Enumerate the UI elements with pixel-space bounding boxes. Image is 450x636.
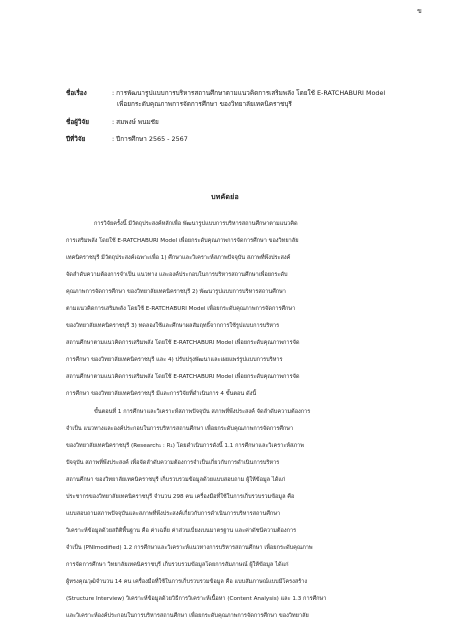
title-row: [66, 88, 422, 110]
page-number: ข: [417, 7, 422, 15]
body-line: จัดลำดับความต้องการจำเป็น แนวทาง และองค์ประกอบในการบริหารสถานศึกษาเพื่อยกระดับ: [66, 272, 288, 279]
body-line: การศึกษา ของวิทยาลัยเทคนิคราชบุรี และ 4) ปรับปรุงพัฒนาและเผยแพร่รูปแบบการบริหาร: [66, 357, 283, 364]
body-line: ปัจจุบัน สภาพที่พึงประสงค์ เพื่อจัดลำดับความต้องการจำเป็นเกี่ยวกับการดำเนินการบริหาร: [66, 459, 280, 466]
author-value: : สมพงษ์ พนมชัย: [112, 118, 159, 126]
body-line: สถานศึกษาตามแนวคิดการเสริมพลัง โดยใช้ E-RATCHABURI Model เพื่อยกระดับคุณภาพการจัด: [66, 374, 300, 381]
author-row: [66, 117, 422, 128]
body-line: การวิจัยครั้งนี้ มีวัตถุประสงค์หลักเพื่อ พัฒนารูปแบบการบริหารสถานศึกษาตามแนวคิด: [94, 221, 298, 227]
body-line: การศึกษา ของวิทยาลัยเทคนิคราชบุรี มีและการวิจัยที่ดำเนินการ 4 ขั้นตอน ดังนี้: [66, 391, 257, 398]
body-line: วิเคราะห์ข้อมูลด้วยสถิติพื้นฐาน คือ ค่าเฉลี่ย ค่าส่วนเบี่ยงเบนมาตรฐาน และค่าดัชนีความต้องการ: [66, 527, 297, 534]
body-line: ประชากรของวิทยาลัยเทคนิคราชบุรี จำนวน 298 คน เครื่องมือที่ใช้ในการเก็บรวบรวมข้อมูล คือ: [66, 493, 295, 500]
body-line: เทคนิคราชบุรี มีวัตถุประสงค์เฉพาะเพื่อ 1) ศึกษาและวิเคราะห์สภาพปัจจุบัน สภาพที่พึงประสงค์: [66, 255, 291, 262]
title-line-1: : การพัฒนารูปแบบการบริหารสถานศึกษาตามแนวคิดการเสริมพลัง โดยใช้ E-RATCHABURI Model: [112, 89, 386, 97]
body-line: (Structure Interview) วิเคราะห์ข้อมูลด้วยวิธีการวิเคราะห์เนื้อหา (Content Analysis) และ 1.3 การศึกษา: [66, 596, 327, 603]
body-line: และวิเคราะห์องค์ประกอบในการบริหารสถานศึกษา เพื่อยกระดับคุณภาพการจัดการศึกษา ของวิทยาลัย: [66, 613, 309, 620]
body-line: การจัดการศึกษา วิทยาลัยเทคนิคราชบุรี เก็บรวบรวมข้อมูลโดยการสัมภาษณ์ ผู้ให้ข้อมูล ได้แก่: [66, 561, 289, 568]
abstract-heading: บทคัดย่อ: [211, 193, 239, 201]
body-line: ผู้ทรงคุณวุฒิจำนวน 14 คน เครื่องมือที่ใช้ในการเก็บรวบรวมข้อมูล คือ แบบสัมภาษณ์แบบมีโครงสร้าง: [66, 578, 308, 585]
body-line: ของวิทยาลัยเทคนิคราชบุรี 3) ทดลองใช้และศึกษาผลสัมฤทธิ์จากการใช้รูปแบบการบริหาร: [66, 323, 280, 330]
body-line: แบบสอบถามสภาพปัจจุบันและสภาพที่พึงประสงค์เกี่ยวกับการดำเนินการบริหารสถานศึกษา: [66, 510, 281, 517]
body-line: คุณภาพการจัดการศึกษา ของวิทยาลัยเทคนิคราชบุรี 2) พัฒนารูปแบบการบริหารสถานศึกษา: [66, 289, 286, 296]
body-line: ของวิทยาลัยเทคนิคราชบุรี (Research₁ : R₁) โดยดำเนินการดังนี้ 1.1 การศึกษาและวิเคราะห์สภาพ: [66, 442, 304, 449]
body-line: ขั้นตอนที่ 1 การศึกษาและวิเคราะห์สภาพปัจจุบัน สภาพที่พึงประสงค์ จัดลำดับความต้องการ: [94, 408, 311, 415]
year-label: ปีที่วิจัย: [66, 135, 86, 143]
body-line: จำเป็น (PNImodified) 1.2 การศึกษาและวิเคราะห์แนวทางการบริหารสถานศึกษา เพื่อยกระดับคุณภาพ: [66, 544, 313, 551]
abstract-body: [66, 216, 424, 625]
title-label: ชื่อเรื่อง: [66, 89, 87, 97]
body-line: สถานศึกษา ของวิทยาลัยเทคนิคราชบุรี เก็บรวบรวมข้อมูลด้วยแบบสอบถาม ผู้ให้ข้อมูล ได้แก่: [66, 476, 286, 483]
author-label: ชื่อผู้วิจัย: [66, 118, 89, 126]
body-line: สถานศึกษาตามแนวคิดการเสริมพลัง โดยใช้ E-RATCHABURI Model เพื่อยกระดับคุณภาพการจัด: [66, 340, 300, 347]
year-value: : ปีการศึกษา 2565 - 2567: [112, 135, 188, 143]
title-line-2: เพื่อยกระดับคุณภาพการจัดการศึกษา ของวิทยาลัยเทคนิคราชบุรี: [117, 100, 292, 108]
title-value: [112, 88, 422, 110]
body-line: จำเป็น แนวทางและองค์ประกอบในการบริหารสถานศึกษา เพื่อยกระดับคุณภาพการจัดการศึกษา: [66, 425, 294, 432]
body-line: ตามแนวคิดการเสริมพลัง โดยใช้ E-RATCHABURI Model เพื่อยกระดับคุณภาพการจัดการศึกษา: [66, 306, 296, 313]
year-row: [66, 134, 422, 145]
body-line: การเสริมพลัง โดยใช้ E-RATCHABURI Model เพื่อยกระดับคุณภาพการจัดการศึกษา ของวิทยาลัย: [66, 238, 299, 245]
